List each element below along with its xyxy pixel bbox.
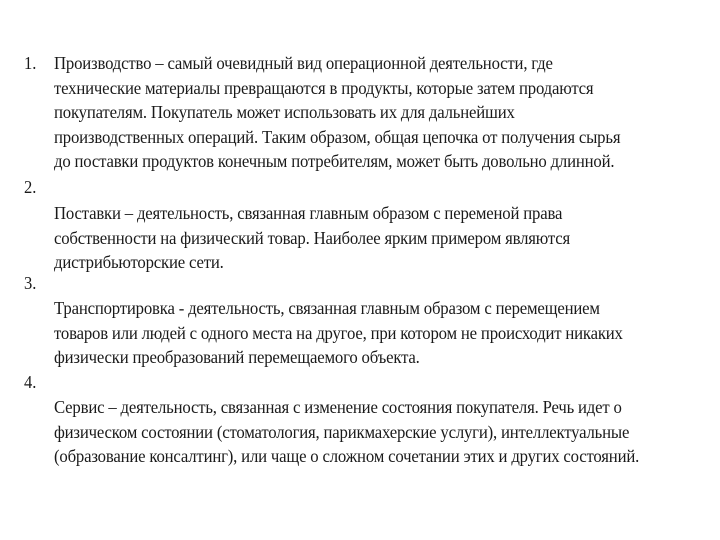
list-item-number: 4. [24, 372, 37, 392]
list-item-number: 3. [24, 273, 37, 293]
list-item-number: 2. [24, 177, 37, 197]
list-item-text: Поставки – деятельность, связанная главным образом с переменой права собственности на физический товар. Наиболее ярким примером являются дистрибьюторские сети. [54, 203, 571, 272]
list-item-text: Транспортировка - деятельность, связанная главным образом с перемещением товаров или людей с одного места на другое, при котором не происходит никаких физически преобразований перемещаемого объекта. [54, 298, 623, 367]
list-item-text: Сервис – деятельность, связанная с изменение состояния покупателя. Речь идет о физическом состоянии (стоматология, парикмахерские услуги), интеллектуальные (образование консалтинг), или чаще о сложном сочетании этих и других состояний. [54, 397, 640, 466]
list-item-text: Производство – самый очевидный вид операционной деятельности, где технические материалы превращаются в продукты, которые затем продаются покупателям. Покупатель может использовать их для дальнейших производственных операций. Таким образом, общая цепочка от получения сырья до поставки продуктов конечным потребителям, может быть довольно длинной. [54, 53, 621, 171]
list-item-number: 1. [24, 53, 37, 73]
